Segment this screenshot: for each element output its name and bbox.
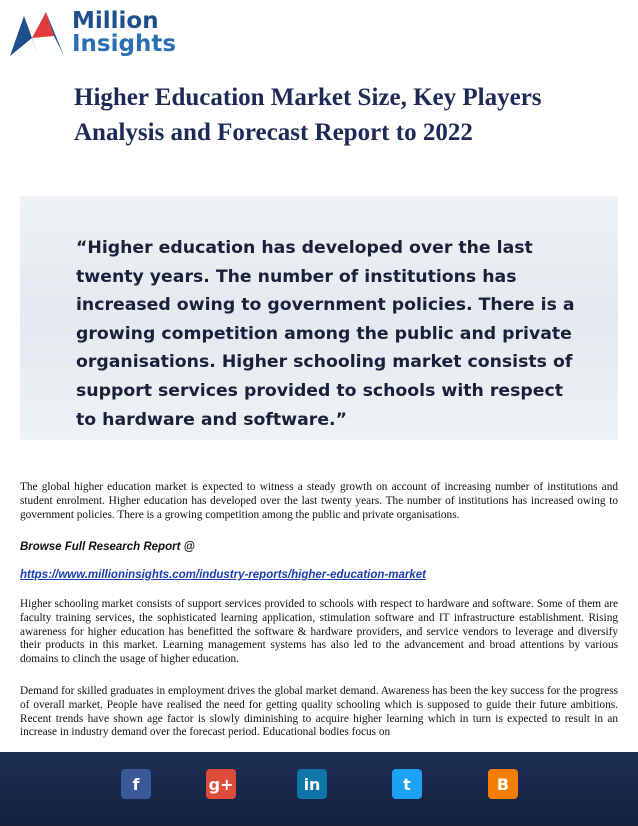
document-title: Higher Education Market Size, Key Players Analysis and Forecast Report to 2022	[74, 84, 542, 146]
highlight-quote: “Higher education has developed over the last twenty years. The number of institutions has increased owing to government policies. There is a growing competition among the public and private organisations. Higher schooling market consists of support services provided to schools with respect to hardware and software.”	[76, 238, 575, 430]
paragraph-services: Higher schooling market consists of support services provided to schools with respect to hardware and software. Some of them are faculty training services, the sophisticated learning application, stimulation software and IT infrastructure establishment. Rising awareness for higher education has benefitted the software & hardware providers, and service vendors to leverage and diversify their products in this market. Learning management systems has also led to the advancement and broad attentions by various domains to clinch the usage of higher education.	[20, 598, 618, 666]
report-link[interactable]: https://www.millioninsights.com/industry-reports/higher-education-market	[20, 569, 426, 581]
google-plus-icon[interactable]: g+	[206, 769, 236, 799]
logo-line-2: Insights	[72, 31, 177, 57]
million-insights-logo	[8, 8, 178, 60]
linkedin-icon[interactable]: in	[297, 769, 327, 799]
logo-line-1: Million	[72, 8, 159, 34]
browse-report-label: Browse Full Research Report @	[20, 541, 195, 553]
twitter-icon[interactable]: t	[392, 769, 422, 799]
paragraph-intro: The global higher education market is expected to witness a steady growth on account of increasing number of institutions and student enrolment. Higher education has developed over the last twenty years. The number of institutions has increased owing to government policies. There is a growing competition among the public and private organisations.	[20, 481, 618, 521]
logo-text	[72, 10, 176, 56]
social-footer	[0, 752, 638, 826]
logo-mark-icon	[8, 10, 66, 58]
paragraph-demand: Demand for skilled graduates in employment drives the global market demand. Awareness has been the key success for the progress of overall market. People have realised the need for getting quality schooling which is supposed to guide their future ambitions. Recent trends have shown age factor is slowly diminishing to acquire higher learning which in turn is expected to result in an increase in industry demand over the forecast period. Educational bodies focus on	[20, 685, 618, 739]
quote-banner	[20, 196, 618, 440]
blogger-icon[interactable]: B	[488, 769, 518, 799]
facebook-icon[interactable]: f	[121, 769, 151, 799]
